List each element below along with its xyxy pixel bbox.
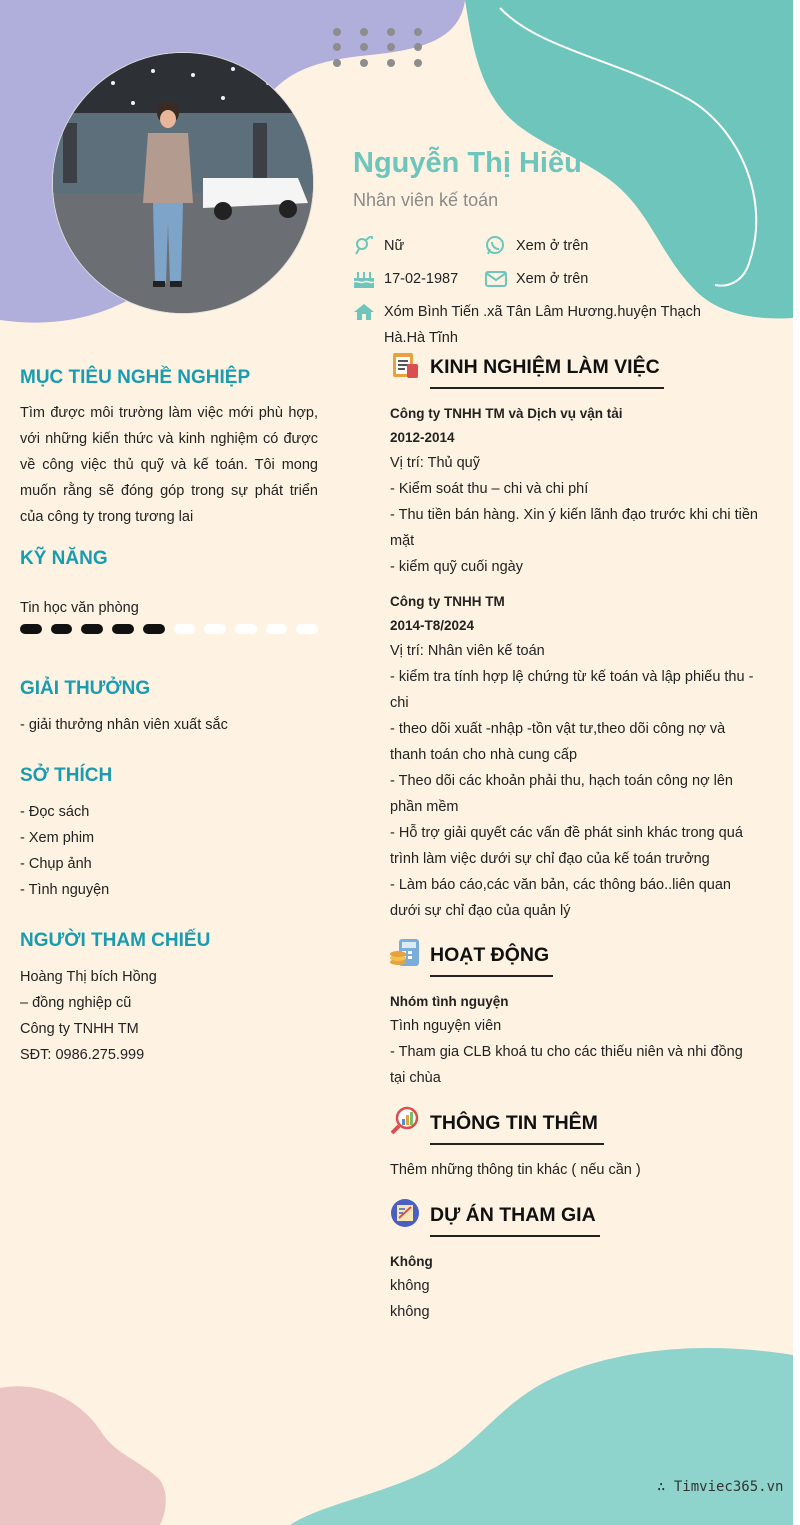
gender-text: Nữ — [384, 238, 405, 254]
skill-level-pill — [143, 624, 165, 634]
address-line-1: Xóm Bình Tiến .xã Tân Lâm Hương.huyện Thạch — [384, 304, 701, 320]
reference-line: Hoàng Thị bích Hồng — [20, 969, 157, 985]
hobbies-section — [20, 765, 318, 903]
skill-level-pill — [296, 624, 318, 634]
hobbies-heading: SỞ THÍCH — [20, 765, 113, 786]
skill-level-pill — [204, 624, 226, 634]
magnifier-chart-icon — [390, 1106, 420, 1136]
extra-text: Thêm những thông tin khác ( nếu cần ) — [390, 1162, 641, 1178]
project-name: Không — [390, 1254, 433, 1269]
skills-section — [20, 548, 318, 634]
activities-header — [390, 938, 770, 978]
hobby-item: - Đọc sách — [20, 804, 90, 820]
awards-section — [20, 678, 318, 738]
hobby-item: - Tình nguyện — [20, 882, 110, 898]
job-duty: phần mềm — [390, 799, 459, 815]
activity-line: - Tham gia CLB khoá tu cho các thiếu niên và nhi đồng — [390, 1044, 743, 1060]
watermark: ∴ Timviec365.vn — [657, 1479, 784, 1495]
job-position: Vị trí: Nhân viên kế toán — [390, 643, 545, 659]
job-duty: - kiểm quỹ cuối ngày — [390, 559, 523, 575]
job-company: Công ty TNHH TM — [390, 594, 505, 609]
extra-header — [390, 1106, 770, 1146]
job-duty: dưới sự chỉ đạo của quản lý — [390, 903, 571, 919]
job-duty: chi — [390, 695, 409, 711]
job-position: Vị trí: Thủ quỹ — [390, 455, 480, 471]
birthday-text: 17-02-1987 — [384, 271, 459, 287]
reference-line: SĐT: 0986.275.999 — [20, 1047, 145, 1063]
activities-heading: HOẠT ĐỘNG — [430, 944, 550, 966]
experience-job-1 — [390, 402, 770, 580]
objective-heading: MỤC TIÊU NGHỀ NGHIỆP — [20, 367, 251, 388]
skill-name: Tin học văn phòng — [20, 600, 139, 616]
skill-level-pill — [235, 624, 257, 634]
job-duty: - Kiểm soát thu – chi và chi phí — [390, 481, 589, 497]
objective-section — [20, 367, 318, 530]
skill-level-pill — [51, 624, 73, 634]
heading-underline — [430, 387, 664, 389]
job-duty: - Thu tiền bán hàng. Xin ý kiến lãnh đạo trước khi chi tiền — [390, 507, 758, 523]
experience-heading: KINH NGHIỆM LÀM VIỆC — [430, 356, 660, 378]
job-company: Công ty TNHH TM và Dịch vụ vận tải — [390, 406, 623, 421]
job-duty: - Hỗ trợ giải quyết các vấn đề phát sinh khác trong quá — [390, 825, 743, 841]
references-heading: NGƯỜI THAM CHIẾU — [20, 930, 211, 951]
activity-line: tại chùa — [390, 1070, 441, 1086]
objective-line: với những kiến thức và kinh nghiệm có được — [20, 431, 318, 447]
profile-photo — [52, 52, 314, 314]
hobby-item: - Chụp ảnh — [20, 856, 92, 872]
heading-underline — [430, 1143, 604, 1145]
experience-job-2 — [390, 590, 770, 924]
project-blueprint-icon — [390, 1198, 420, 1228]
candidate-name: Nguyễn Thị Hiếu — [353, 147, 582, 179]
objective-line: Tìm được môi trường làm việc mới phù hợp, — [20, 405, 318, 421]
job-duty: thanh toán cho nhà cung cấp — [390, 747, 578, 763]
reference-line: – đồng nghiệp cũ — [20, 995, 132, 1011]
skill-level-pill — [112, 624, 134, 634]
activity-org: Nhóm tình nguyện — [390, 994, 509, 1009]
job-duty: - Theo dõi các khoản phải thu, hạch toán công nợ lên — [390, 773, 733, 789]
job-duty: - theo dõi xuất -nhập -tồn vật tư,theo dõi công nợ và — [390, 721, 726, 737]
projects-heading: DỰ ÁN THAM GIA — [430, 1204, 596, 1226]
job-period: 2014-T8/2024 — [390, 618, 475, 633]
briefcase-clipboard-icon — [390, 350, 420, 380]
skill-level-pill — [174, 624, 196, 634]
heading-underline — [430, 975, 553, 977]
objective-line: của công ty trong tương lai — [20, 509, 194, 525]
whatsapp-icon — [485, 236, 507, 256]
coins-calculator-icon — [390, 938, 420, 968]
envelope-icon — [485, 269, 507, 289]
projects-content — [390, 1251, 770, 1325]
job-period: 2012-2014 — [390, 430, 455, 445]
reference-line: Công ty TNHH TM — [20, 1021, 139, 1037]
activities-content — [390, 991, 770, 1091]
award-item: - giải thưởng nhân viên xuất sắc — [20, 717, 228, 733]
extra-content — [390, 1157, 770, 1183]
objective-line: muốn rằng sẽ đóng góp trong sự phát triển — [20, 483, 318, 499]
job-duty: - kiểm tra tính hợp lệ chứng từ kế toán và lập phiếu thu - — [390, 669, 754, 685]
objective-line: về công việc thủ quỹ và kế toán. Tôi mong — [20, 457, 318, 473]
job-duty: mặt — [390, 533, 415, 549]
phone-text: Xem ở trên — [516, 238, 589, 254]
address-line-2: Hà.Hà Tĩnh — [384, 330, 458, 346]
job-title: Nhân viên kế toán — [353, 190, 499, 210]
birthday-cake-icon — [353, 269, 375, 289]
project-line: không — [390, 1278, 430, 1294]
skill-level-bar — [20, 624, 318, 634]
extra-heading: THÔNG TIN THÊM — [430, 1112, 598, 1134]
awards-heading: GIẢI THƯỞNG — [20, 678, 151, 699]
skills-heading: KỸ NĂNG — [20, 548, 108, 569]
experience-header — [390, 350, 770, 390]
hobby-item: - Xem phim — [20, 830, 95, 846]
skill-level-pill — [266, 624, 288, 634]
job-duty: - Làm báo cáo,các văn bản, các thông báo..liên quan — [390, 877, 731, 893]
skill-level-pill — [20, 624, 42, 634]
projects-header — [390, 1198, 770, 1238]
gender-icon — [353, 236, 375, 256]
references-section — [20, 930, 318, 1068]
skill-level-pill — [81, 624, 103, 634]
email-text: Xem ở trên — [516, 271, 589, 287]
activity-role: Tình nguyện viên — [390, 1018, 502, 1034]
job-duty: trình làm việc dưới sự chỉ đạo của kế toán trưởng — [390, 851, 710, 867]
project-line: không — [390, 1304, 430, 1320]
home-icon — [353, 302, 375, 322]
heading-underline — [430, 1235, 600, 1237]
